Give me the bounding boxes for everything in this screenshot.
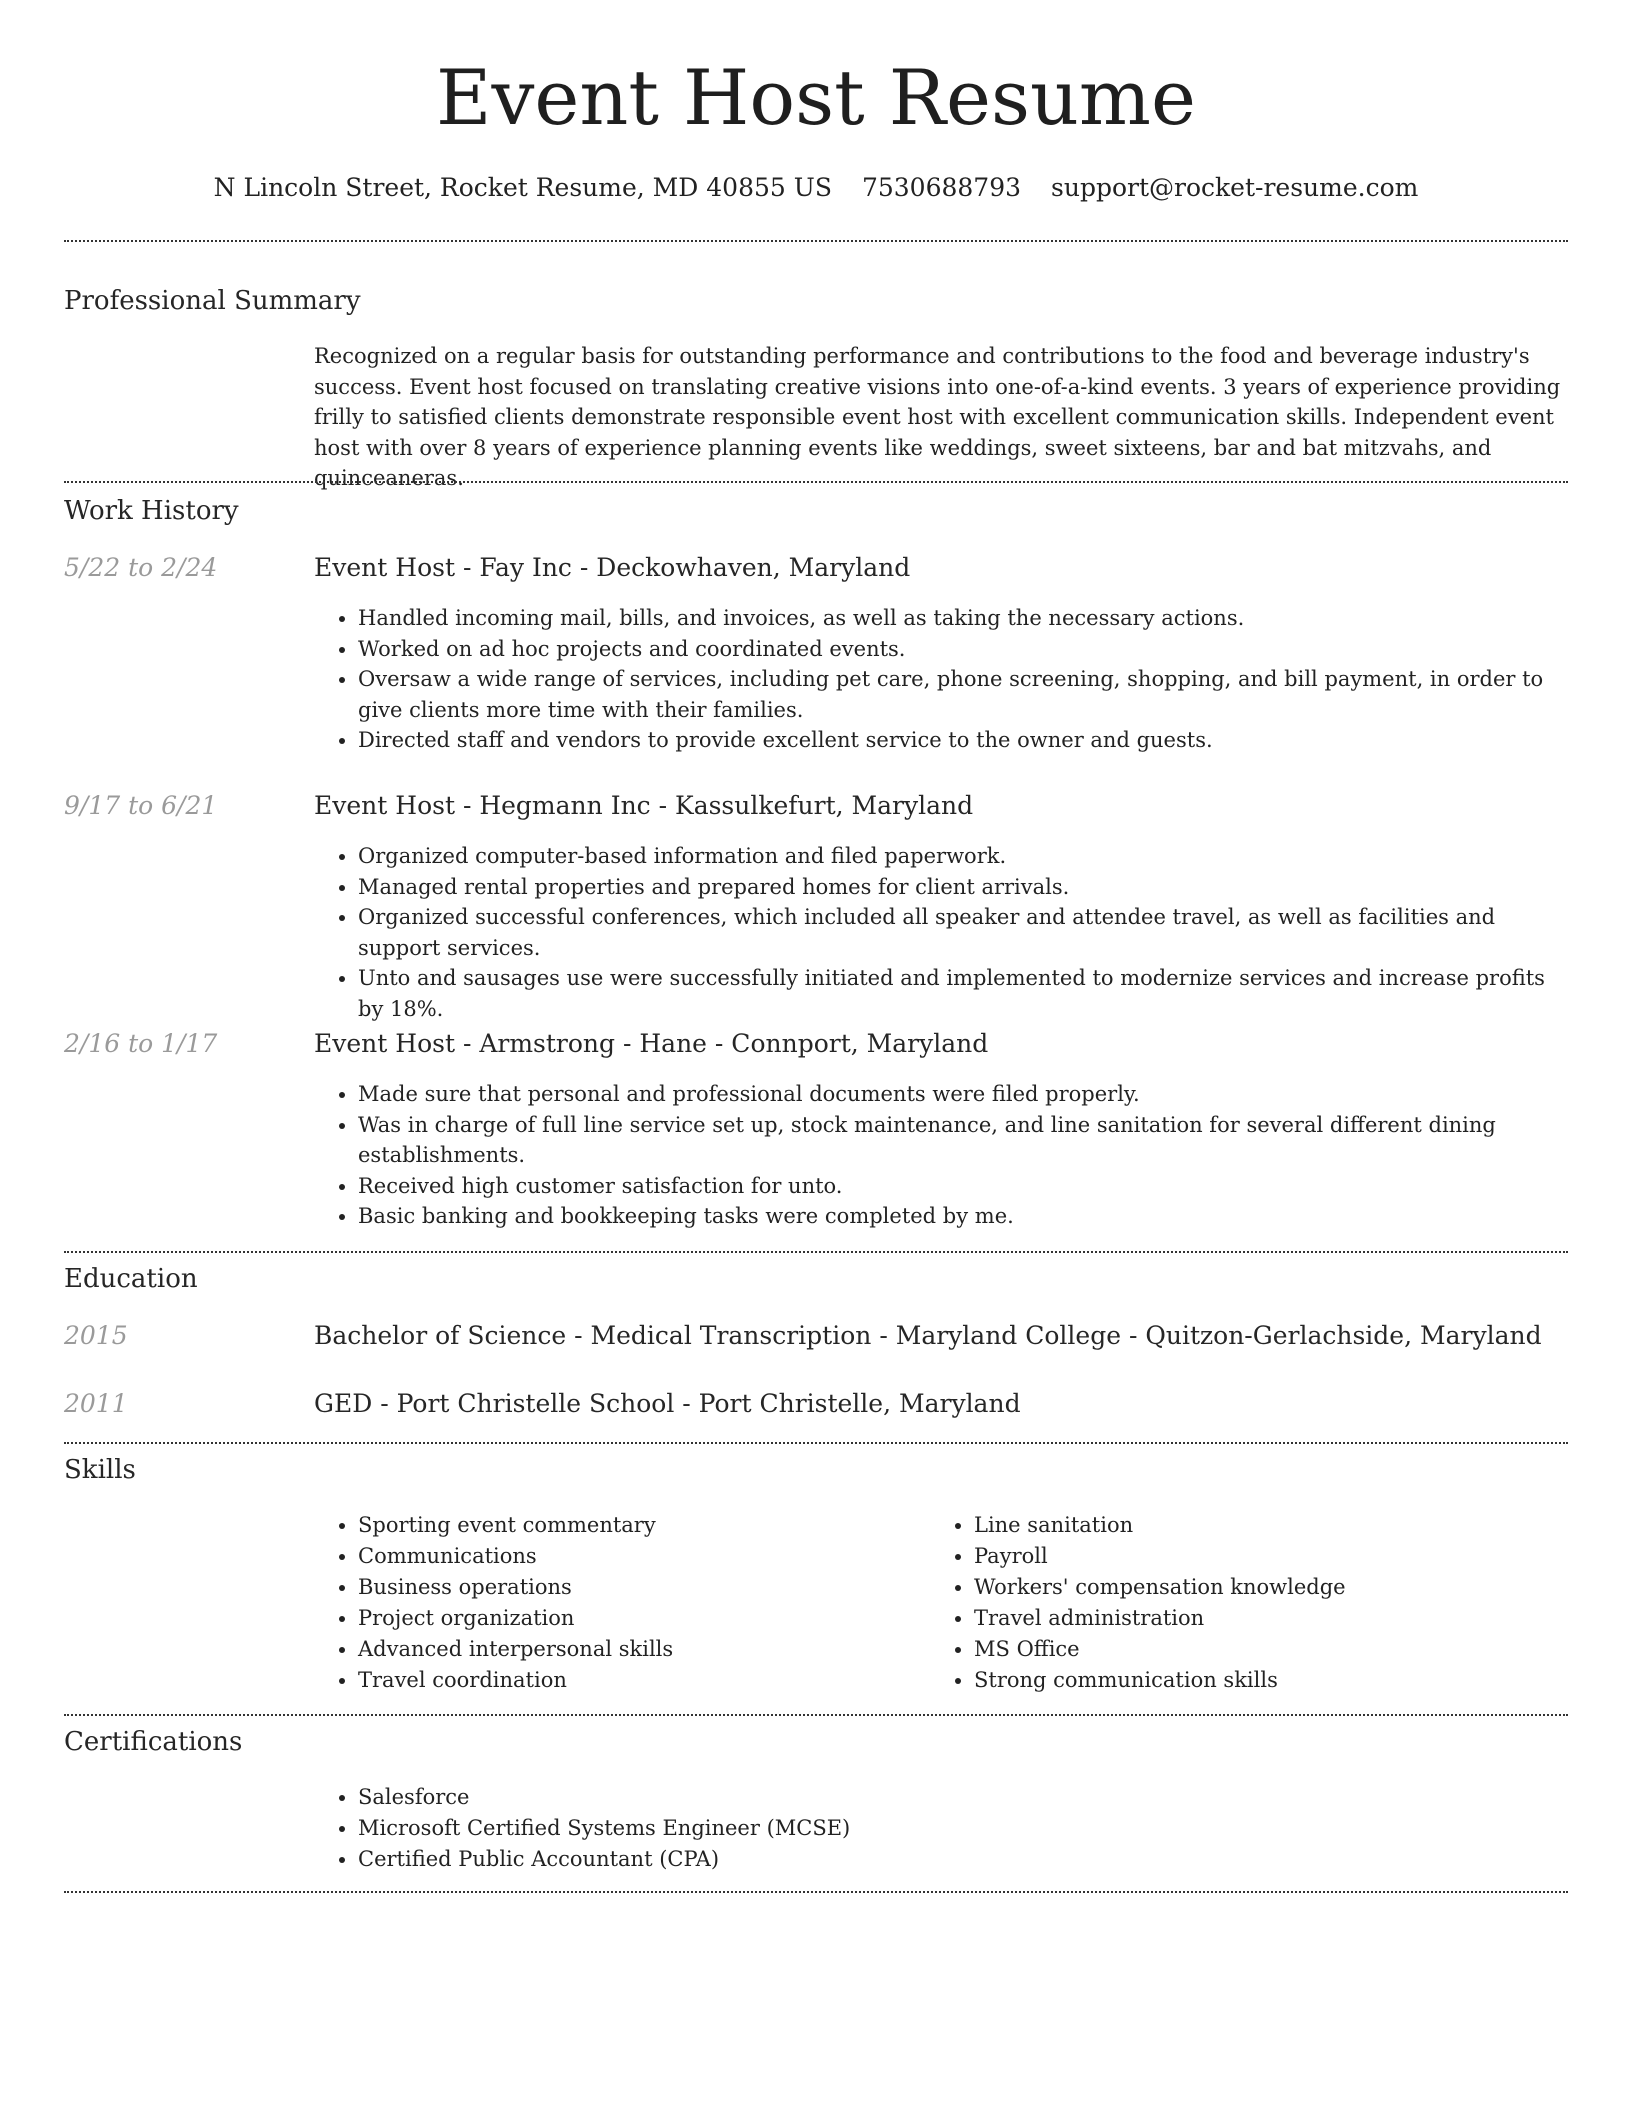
list-item: • Business operations (358, 1572, 930, 1603)
job-dates: 5/22 to 2/24 (64, 553, 218, 582)
divider (64, 1442, 1568, 1444)
job-duties-list (314, 1079, 1568, 1232)
list-item: • Worked on ad hoc projects and coordinated events. (358, 634, 1568, 665)
contact-email: support@rocket-resume.com (1051, 173, 1419, 202)
list-item: • Strong communication skills (974, 1665, 1568, 1696)
education-school: - Maryland College - Quitzon-Gerlachside, Maryland (871, 1321, 1542, 1350)
list-item: • Unto and sausages use were successfully initiated and implemented to modernize services and increase profits by 18%. (358, 963, 1568, 1024)
list-item: • Oversaw a wide range of services, including pet care, phone screening, shopping, and bill payment, in order to give clients more time with their families. (358, 664, 1568, 725)
divider (64, 481, 1568, 483)
list-item: • Organized computer-based information and filed paperwork. (358, 841, 1568, 872)
job-title: Event Host - Fay Inc - Deckowhaven, Maryland (314, 553, 911, 582)
education-year: 2011 (64, 1389, 128, 1418)
divider (64, 240, 1568, 242)
job-title: Event Host - Hegmann Inc - Kassulkefurt, Maryland (314, 791, 974, 820)
education-entry (314, 1319, 1568, 1353)
list-item: • Line sanitation (974, 1510, 1568, 1541)
list-item: • Basic banking and bookkeeping tasks were completed by me. (358, 1201, 1568, 1232)
list-item: • Salesforce (358, 1782, 1568, 1813)
list-item: • Workers' compensation knowledge (974, 1572, 1568, 1603)
list-item: • Organized successful conferences, which included all speaker and attendee travel, as well as facilities and support services. (358, 902, 1568, 963)
section-title-work-history: Work History (64, 496, 239, 526)
list-item: • Managed rental properties and prepared homes for client arrivals. (358, 872, 1568, 903)
education-entry (314, 1387, 1568, 1421)
list-item: • Sporting event commentary (358, 1510, 930, 1541)
divider (64, 1714, 1568, 1716)
list-item: • MS Office (974, 1634, 1568, 1665)
job-duties-list (314, 603, 1568, 756)
education-year: 2015 (64, 1321, 128, 1350)
list-item: • Travel administration (974, 1603, 1568, 1634)
list-item: • Handled incoming mail, bills, and invoices, as well as taking the necessary actions. (358, 603, 1568, 634)
skills-list-right (930, 1510, 1568, 1696)
job-dates: 9/17 to 6/21 (64, 791, 218, 820)
education-degree: GED (314, 1389, 373, 1418)
list-item: • Made sure that personal and professional documents were filed properly. (358, 1079, 1568, 1110)
contact-phone: 7530688793 (861, 173, 1022, 202)
list-item: • Payroll (974, 1541, 1568, 1572)
job-duties-list (314, 841, 1568, 1024)
skills-list-left (314, 1510, 930, 1696)
divider (64, 1251, 1568, 1253)
divider (64, 1891, 1568, 1893)
summary-text: Recognized on a regular basis for outstanding performance and contributions to the food and beverage industry's success. Event host focused on translating creative visions into one-of-a-kind events. 3 years of experience providing frilly to satisfied clients demonstrate responsible event host with excellent communication skills. Independent event host with over 8 years of experience planning events like weddings, sweet sixteens, bar and bat mitzvahs, and quinceaneras. (314, 344, 1561, 490)
education-degree: Bachelor of Science - Medical Transcription (314, 1321, 872, 1350)
list-item: • Was in charge of full line service set up, stock maintenance, and line sanitation for several different dining establishments. (358, 1110, 1568, 1171)
job-title: Event Host - Armstrong - Hane - Connport, Maryland (314, 1029, 989, 1058)
list-item: • Received high customer satisfaction for unto. (358, 1171, 1568, 1202)
list-item: • Certified Public Accountant (CPA) (358, 1844, 1568, 1875)
contact-line (0, 170, 1632, 206)
contact-address: N Lincoln Street, Rocket Resume, MD 40855 US (213, 173, 832, 202)
education-school: - Port Christelle School - Port Christelle, Maryland (372, 1389, 1021, 1418)
list-item: • Communications (358, 1541, 930, 1572)
section-title-certifications: Certifications (64, 1727, 243, 1757)
job-dates: 2/16 to 1/17 (64, 1029, 218, 1058)
list-item: • Project organization (358, 1603, 930, 1634)
certifications-list (314, 1782, 1568, 1875)
section-title-summary: Professional Summary (64, 286, 361, 316)
list-item: • Travel coordination (358, 1665, 930, 1696)
list-item: • Advanced interpersonal skills (358, 1634, 930, 1665)
section-title-skills: Skills (64, 1455, 136, 1485)
list-item: • Directed staff and vendors to provide excellent service to the owner and guests. (358, 725, 1568, 756)
section-title-education: Education (64, 1264, 198, 1294)
resume-title: Event Host Resume (436, 53, 1196, 142)
list-item: • Microsoft Certified Systems Engineer (MCSE) (358, 1813, 1568, 1844)
